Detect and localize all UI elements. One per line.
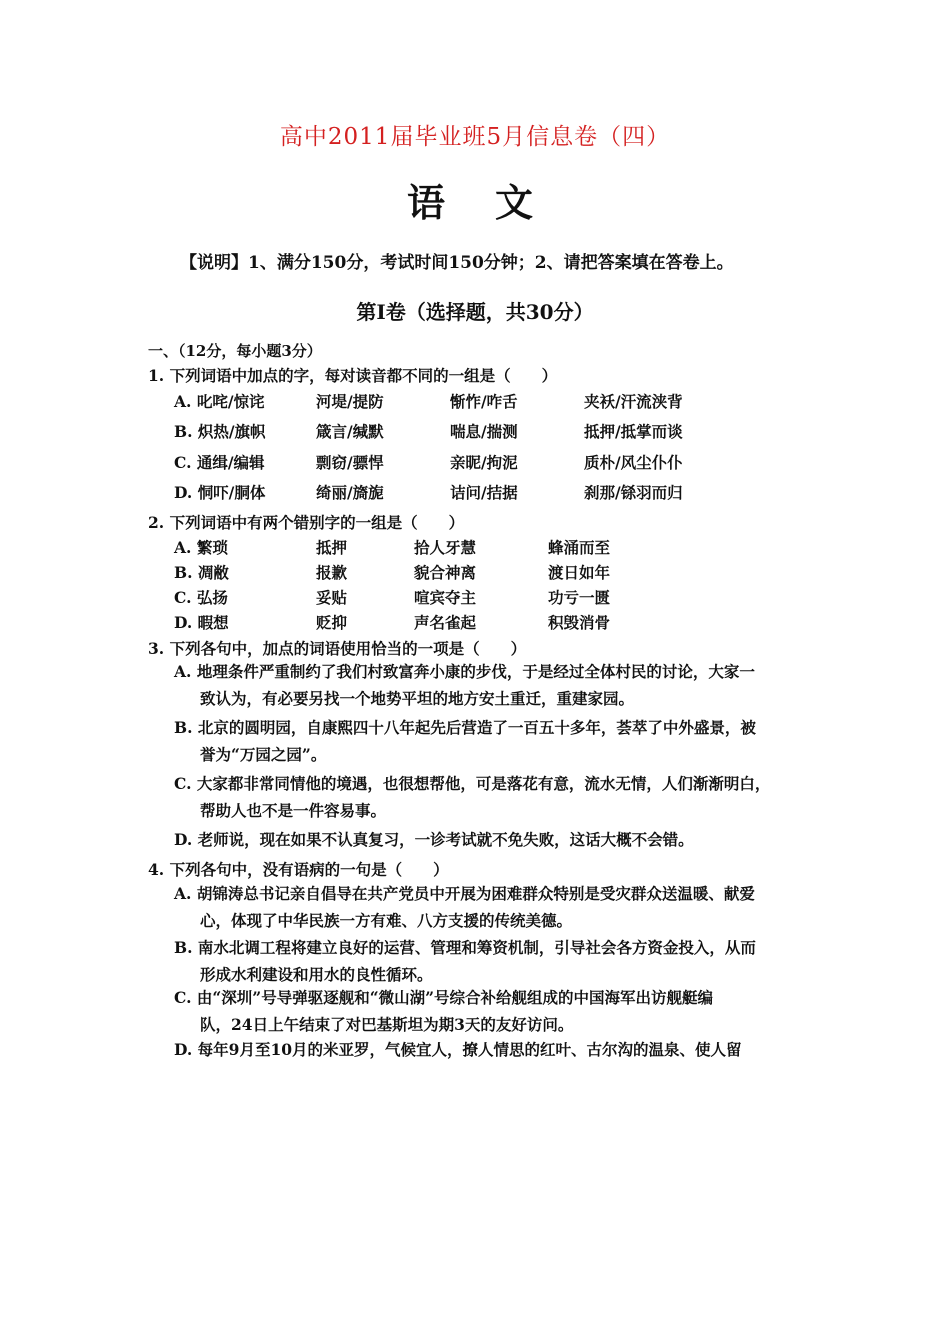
option-line: 致认为，有必要另找一个地势平坦的地方安土重迁，重建家园。 (200, 689, 635, 708)
subject-title: 语文 (406, 180, 583, 225)
section-one-heading: 一、（12分，每小题3分） (148, 342, 322, 360)
option-cell: 貌合神离 (414, 563, 477, 582)
option-cell: 诘问/拮据 (450, 483, 518, 502)
option-cell: 亲昵/拘泥 (450, 453, 518, 472)
question-3-option-d (174, 826, 804, 853)
option-cell: 箴言/缄默 (316, 422, 384, 441)
option-cell: A. 繁琐 (174, 538, 228, 557)
question-3-option-a (174, 658, 804, 712)
option-line: D. 每年9月至10月的米亚罗，气候宜人，撩人情思的红叶、古尔沟的温泉、使人留 (174, 1040, 742, 1059)
option-cell: 报歉 (316, 563, 348, 582)
question-1-stem: 1. 下列词语中加点的字，每对读音都不同的一组是（ ） (148, 366, 558, 385)
option-line: C. 大家都非常同情他的境遇，也很想帮他，可是落花有意，流水无情，人们渐渐明白， (174, 774, 771, 793)
question-4-option-b (174, 934, 804, 988)
question-1-option-d (174, 481, 734, 505)
option-cell: D. 恫吓/胴体 (174, 483, 266, 502)
option-cell: 抵押 (316, 538, 348, 557)
question-1-option-c (174, 451, 734, 475)
option-cell: 拾人牙慧 (414, 538, 477, 557)
option-line: 队，24日上午结束了对巴基斯坦为期3天的友好访问。 (200, 1015, 574, 1034)
option-cell: 抵押/抵掌而谈 (584, 422, 683, 441)
option-line: 形成水利建设和用水的良性循环。 (200, 965, 433, 984)
option-cell: 贬抑 (316, 613, 348, 632)
option-line: 誉为“万园之园”。 (200, 745, 327, 764)
option-cell: 质朴/风尘仆仆 (584, 453, 683, 472)
question-2-option-c (174, 586, 734, 610)
option-cell: 绮丽/旖旎 (316, 483, 384, 502)
option-cell: 功亏一匮 (548, 588, 611, 607)
exam-title: 高中2011届毕业班5月信息卷（四） (279, 124, 671, 150)
option-cell: 渡日如年 (548, 563, 611, 582)
option-line: A. 胡锦涛总书记亲自倡导在共产党员中开展为困难群众特别是受灾群众送温暖、献爱 (174, 884, 755, 903)
option-cell: B. 凋敝 (174, 563, 229, 582)
part-one-title: 第Ⅰ卷（选择题，共30分） (356, 300, 594, 324)
option-cell: A. 叱咤/惊诧 (174, 392, 265, 411)
option-cell: 蜂涌而至 (548, 538, 611, 557)
option-cell: 剽窃/骠悍 (316, 453, 384, 472)
option-cell: 声名雀起 (414, 613, 477, 632)
option-line: A. 地理条件严重制约了我们村致富奔小康的步伐，于是经过全体村民的讨论，大家一 (174, 662, 755, 681)
question-4-option-a (174, 880, 804, 934)
option-line: 帮助人也不是一件容易事。 (200, 801, 387, 820)
question-2-option-b (174, 561, 734, 585)
option-cell: 喘息/揣测 (450, 422, 518, 441)
question-4-option-c (174, 984, 804, 1038)
question-2-stem: 2. 下列词语中有两个错别字的一组是（ ） (148, 513, 465, 532)
option-cell: C. 通缉/编辑 (174, 453, 265, 472)
option-cell: 惭怍/咋舌 (450, 392, 518, 411)
option-cell: D. 暇想 (174, 613, 229, 632)
question-3-option-c (174, 770, 804, 824)
option-cell: 河堤/提防 (316, 392, 384, 411)
question-4-stem: 4. 下列各句中，没有语病的一句是（ ） (148, 860, 449, 879)
option-cell: C. 弘扬 (174, 588, 228, 607)
question-2-option-a (174, 536, 734, 560)
question-2-option-d (174, 611, 734, 635)
option-line: B. 北京的圆明园，自康熙四十八年起先后营造了一百五十多年，荟萃了中外盛景，被 (174, 718, 756, 737)
option-cell: 刹那/铩羽而归 (584, 483, 683, 502)
option-line: B. 南水北调工程将建立良好的运营、管理和筹资机制，引导社会各方资金投入，从而 (174, 938, 756, 957)
option-cell: 喧宾夺主 (414, 588, 477, 607)
question-3-option-b (174, 714, 804, 768)
instructions-note: 【说明】1、满分150分，考试时间150分钟；2、请把答案填在答卷上。 (180, 253, 734, 273)
option-line: 心，体现了中华民族一方有难、八方支援的传统美德。 (200, 911, 573, 930)
option-cell: 积毁消骨 (548, 613, 611, 632)
option-line: C. 由“深圳”号导弹驱逐舰和“微山湖”号综合补给舰组成的中国海军出访舰艇编 (174, 988, 714, 1007)
option-line: D. 老师说，现在如果不认真复习，一诊考试就不免失败，这话大概不会错。 (174, 830, 694, 849)
question-4-option-d (174, 1036, 804, 1063)
question-1-option-a (174, 390, 734, 414)
question-1-option-b (174, 420, 734, 444)
question-3-stem: 3. 下列各句中，加点的词语使用恰当的一项是（ ） (148, 639, 527, 658)
option-cell: B. 炽热/旗帜 (174, 422, 266, 441)
option-cell: 夹袄/汗流浃背 (584, 392, 683, 411)
option-cell: 妥贴 (316, 588, 348, 607)
